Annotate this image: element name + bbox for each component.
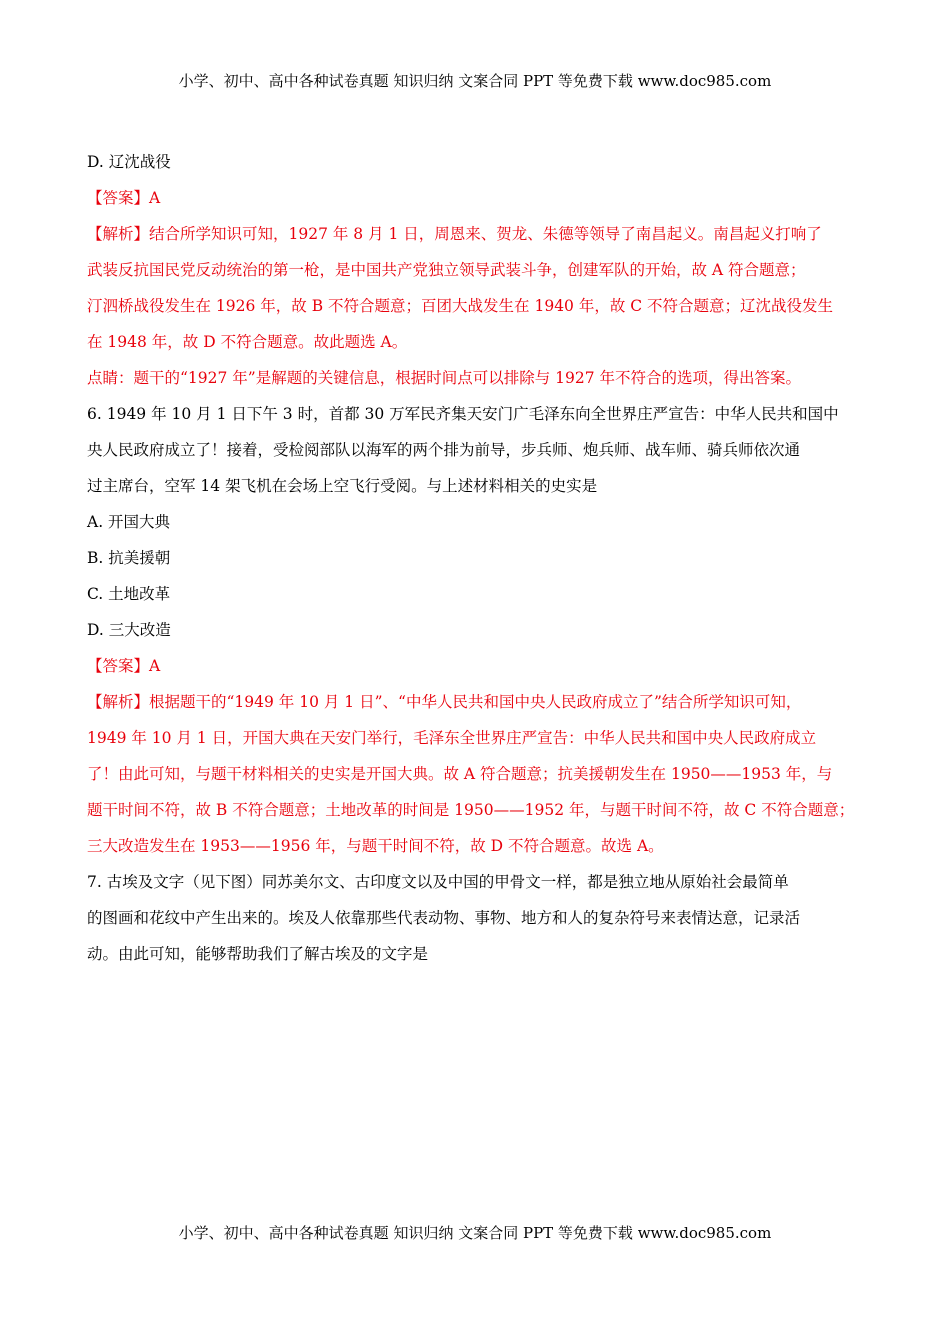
q6-analysis-line: 了！由此可知，与题干材料相关的史实是开国大典。故 A 符合题意；抗美援朝发生在 1950——1953 年，与 [87,765,833,783]
q6-option-b: B. 抗美援朝 [87,549,171,567]
q6-option-d: D. 三大改造 [87,621,171,639]
q5-answer: 【答案】A [87,189,161,207]
q5-analysis-line: 汀泗桥战役发生在 1926 年，故 B 不符合题意；百团大战发生在 1940 年，故 C 不符合题意；辽沈战役发生 [87,297,834,315]
page-header: 小学、初中、高中各种试卷真题 知识归纳 文案合同 PPT 等免费下载 www.doc985.com [178,72,772,90]
q6-stem-line: 过主席台，空军 14 架飞机在会场上空飞行受阅。与上述材料相关的史实是 [87,477,598,495]
q7-stem-line: 动。由此可知，能够帮助我们了解古埃及的文字是 [87,945,429,963]
q6-answer: 【答案】A [87,657,161,675]
q5-analysis-line: 武装反抗国民党反动统治的第一枪，是中国共产党独立领导武装斗争，创建军队的开始，故 A 符合题意； [87,261,806,279]
q6-analysis-line: 1949 年 10 月 1 日，开国大典在天安门举行，毛泽东全世界庄严宣告：中华人民共和国中央人民政府成立 [87,729,817,747]
q6-option-a: A. 开国大典 [87,513,171,531]
document-body [87,144,867,972]
q5-option-d: D. 辽沈战役 [87,153,171,171]
q7-stem-line: 7. 古埃及文字（见下图）同苏美尔文、古印度文以及中国的甲骨文一样，都是独立地从原始社会最简单 [87,873,789,891]
q6-stem-line: 6. 1949 年 10 月 1 日下午 3 时，首都 30 万军民齐集天安门广毛泽东向全世界庄严宣告：中华人民共和国中 [87,405,839,423]
q6-analysis-line: 三大改造发生在 1953——1956 年，与题干时间不符，故 D 不符合题意。故选 A。 [87,837,664,855]
q5-tip: 点睛：题干的“1927 年”是解题的关键信息，根据时间点可以排除与 1927 年不符合的选项，得出答案。 [87,369,802,387]
q7-stem-line: 的图画和花纹中产生出来的。埃及人依靠那些代表动物、事物、地方和人的复杂符号来表情达意，记录活 [87,909,801,927]
q5-analysis-line: 在 1948 年，故 D 不符合题意。故此题选 A。 [87,333,408,351]
q5-analysis-line: 【解析】结合所学知识可知，1927 年 8 月 1 日，周恩来、贺龙、朱德等领导了南昌起义。南昌起义打响了 [87,225,822,243]
q6-option-c: C. 土地改革 [87,585,171,603]
q6-stem-line: 央人民政府成立了！接着，受检阅部队以海军的两个排为前导，步兵师、炮兵师、战车师、骑兵师依次通 [87,441,801,459]
q6-analysis-line: 题干时间不符，故 B 不符合题意；土地改革的时间是 1950——1952 年，与题干时间不符，故 C 不符合题意； [87,801,855,819]
page-footer: 小学、初中、高中各种试卷真题 知识归纳 文案合同 PPT 等免费下载 www.doc985.com [178,1224,772,1242]
q6-analysis-line: 【解析】根据题干的“1949 年 10 月 1 日”、“中华人民共和国中央人民政府成立了”结合所学知识可知， [87,693,802,711]
